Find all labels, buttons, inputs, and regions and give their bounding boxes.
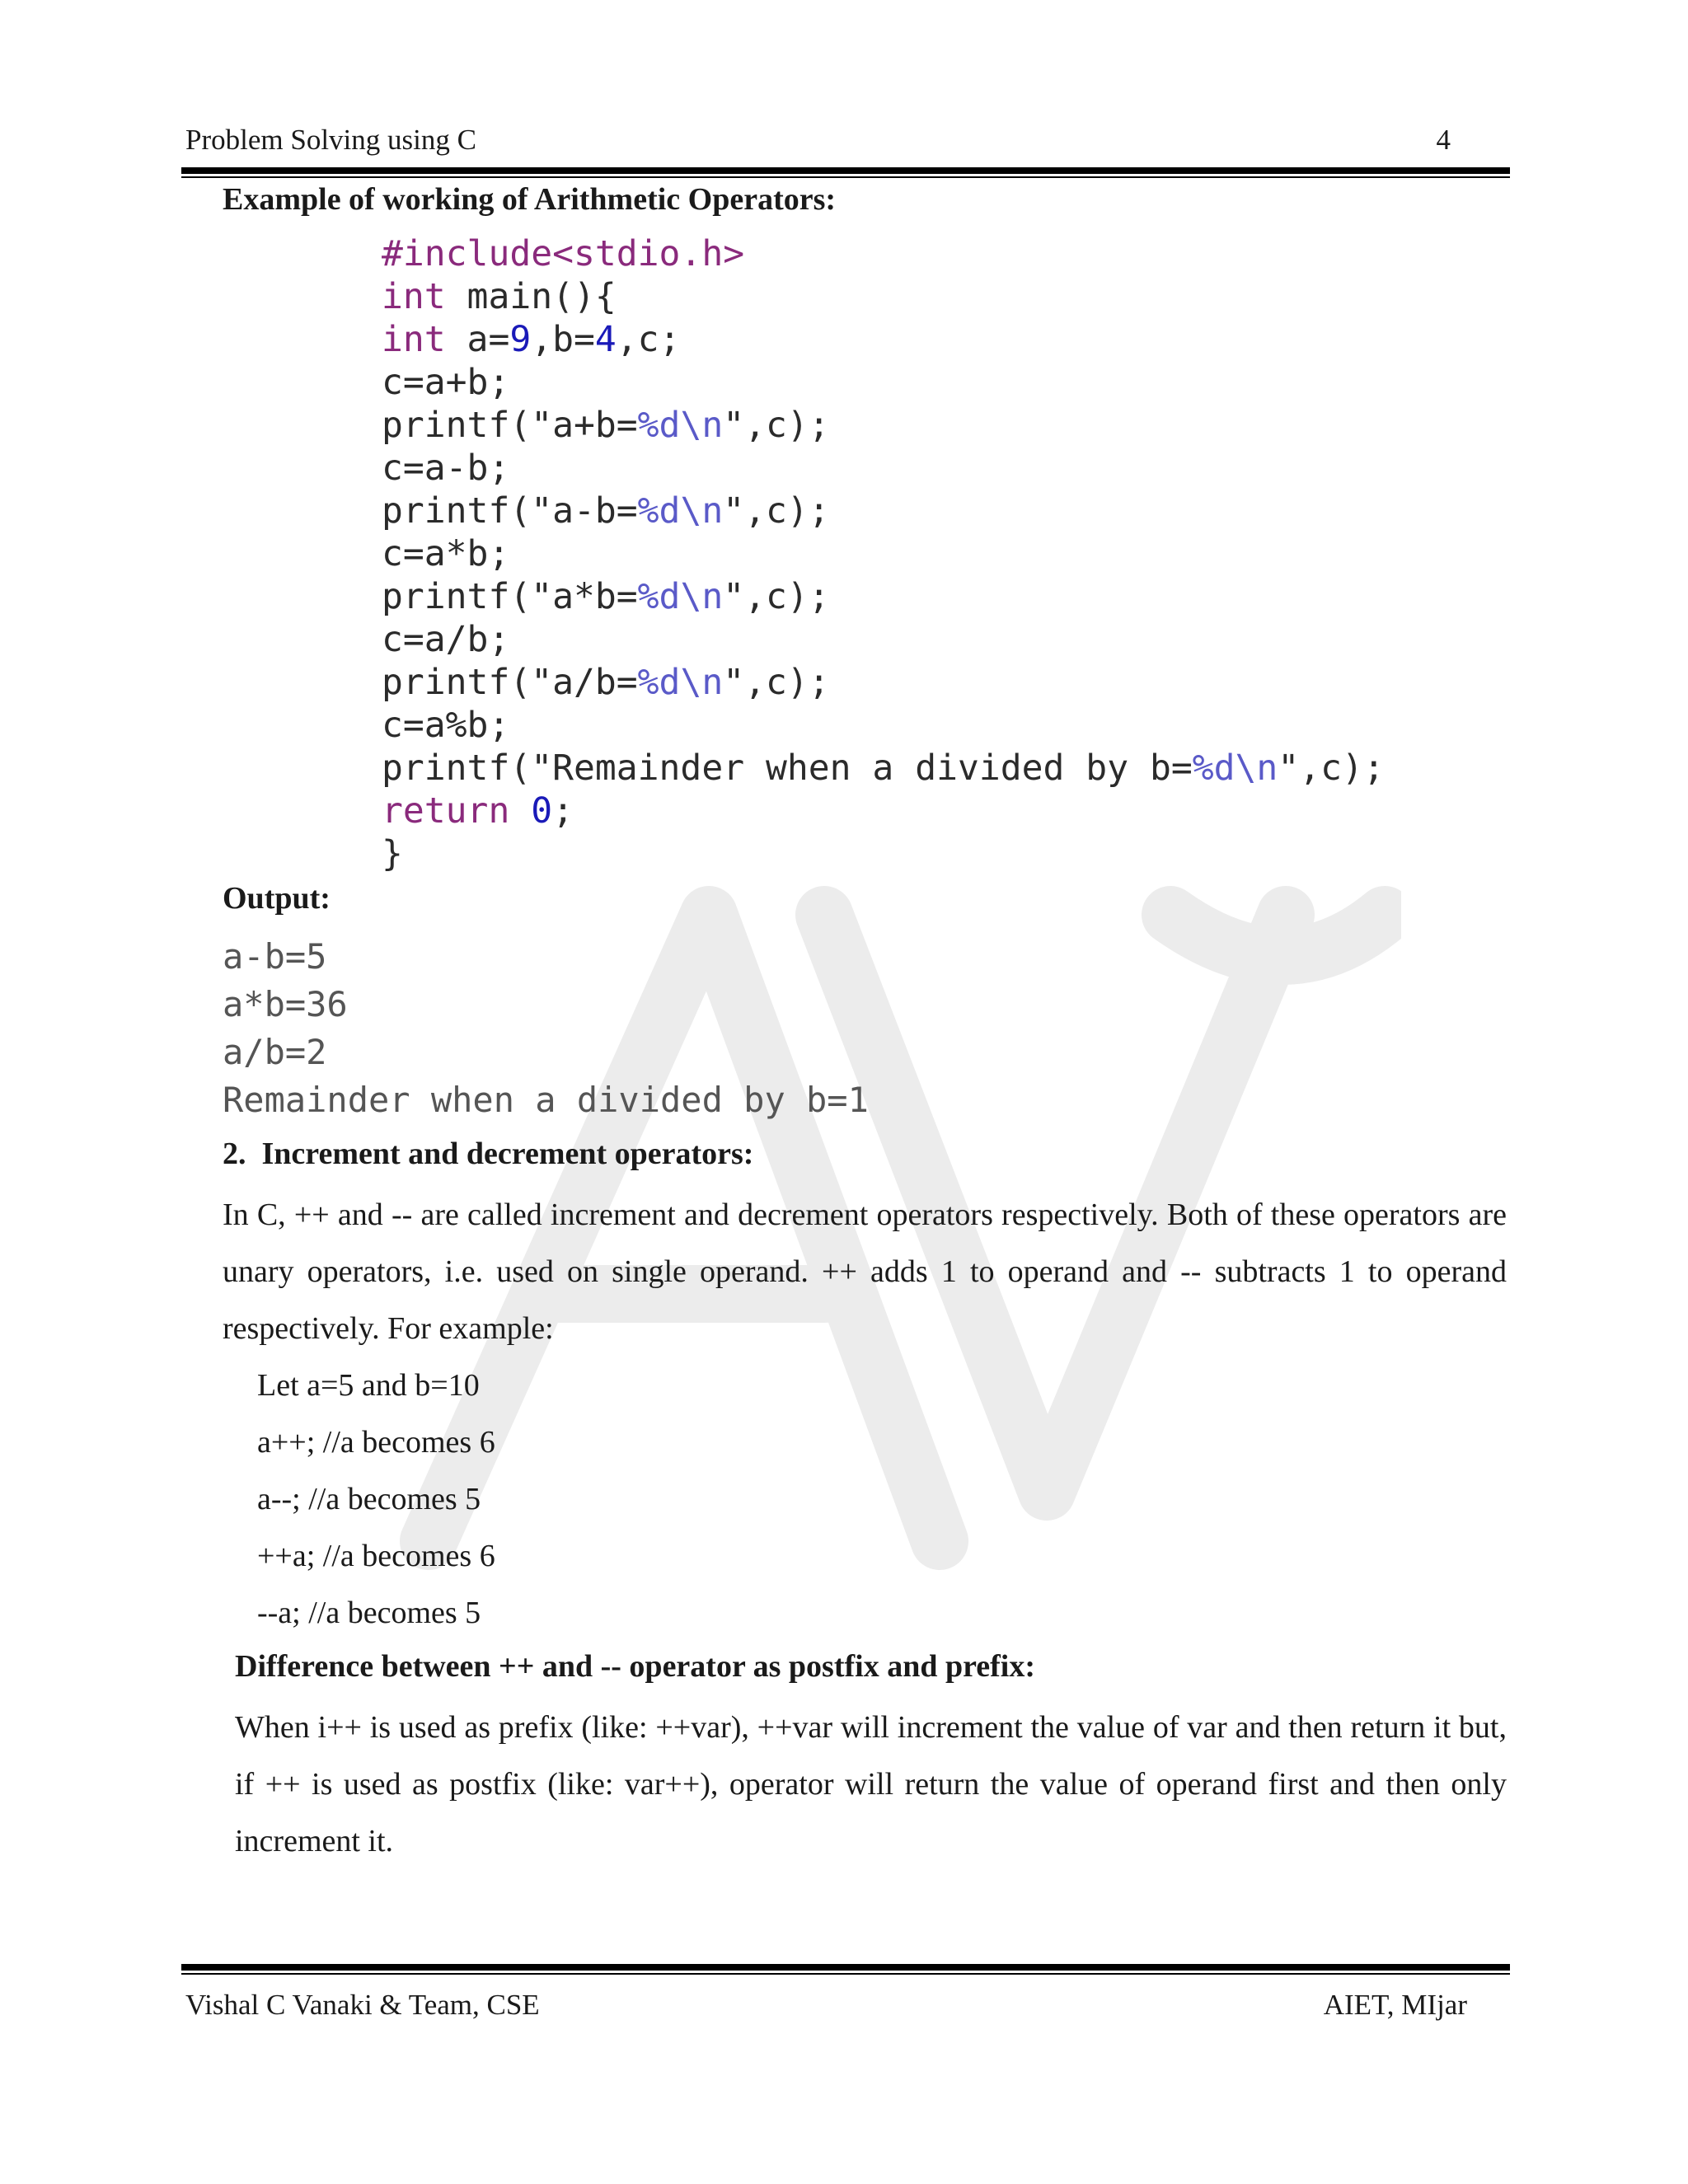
code-line: printf("a*b=%d\n",c); — [382, 576, 830, 617]
code-line: printf("a+b=%d\n",c); — [382, 405, 830, 446]
example-line: a--; //a becomes 5 — [257, 1482, 481, 1516]
output-line: a/b=2 — [223, 1032, 327, 1072]
header-title: Problem Solving using C — [185, 124, 476, 156]
code-line: return 0; — [382, 790, 574, 832]
footer-author: Vishal C Vanaki & Team, CSE — [185, 1989, 540, 2021]
code-line: printf("a-b=%d\n",c); — [382, 490, 830, 532]
output-line: Remainder when a divided by b=1 — [223, 1080, 869, 1120]
code-line: } — [382, 833, 403, 874]
example-line: --a; //a becomes 5 — [257, 1596, 481, 1630]
output-heading: Output: — [223, 881, 331, 916]
section-heading-increment: 2. Increment and decrement operators: — [223, 1137, 754, 1171]
example-line: a++; //a becomes 6 — [257, 1425, 495, 1460]
section-heading: Example of working of Arithmetic Operators: — [223, 182, 837, 217]
code-line: printf("a/b=%d\n",c); — [382, 662, 830, 703]
header-rule-thin — [181, 176, 1510, 178]
example-line: ++a; //a becomes 6 — [257, 1539, 495, 1573]
paragraph-increment: In C, ++ and -- are called increment and decrement operators respectively. Both of these operators are unary operators, i.e. used on single operand. ++ adds 1 to operand and -- subtracts 1 to operand respectively. For example: — [223, 1197, 1507, 1346]
code-line: c=a%b; — [382, 705, 510, 746]
subheading-postfix-prefix: Difference between ++ and -- operator as postfix and prefix: — [235, 1649, 1036, 1684]
code-line: c=a*b; — [382, 533, 510, 574]
code-line: printf("Remainder when a divided by b=%d\n",c); — [382, 748, 1385, 789]
header-rule — [181, 167, 1510, 174]
output-block — [223, 933, 869, 1124]
code-line: int main(){ — [382, 276, 617, 317]
footer-institution: AIET, MIjar — [1323, 1989, 1467, 2021]
code-line: c=a-b; — [382, 448, 510, 489]
page-number: 4 — [1436, 124, 1451, 156]
example-block — [257, 1357, 495, 1642]
paragraph-postfix-prefix: When i++ is used as prefix (like: ++var), ++var will increment the value of var and then return it but, if ++ is used as postfix (like: var++), operator will return the value of operand first and then only increment it. — [235, 1710, 1507, 1858]
output-line: a*b=36 — [223, 984, 348, 1024]
code-line: c=a+b; — [382, 362, 510, 403]
output-line: a-b=5 — [223, 936, 327, 977]
code-line: int a=9,b=4,c; — [382, 319, 681, 360]
code-line: #include<stdio.h> — [382, 233, 745, 274]
code-block — [382, 232, 1385, 875]
footer-rule-thin — [181, 1973, 1510, 1975]
example-line: Let a=5 and b=10 — [257, 1368, 480, 1403]
code-line: c=a/b; — [382, 619, 510, 660]
footer-rule — [181, 1964, 1510, 1971]
